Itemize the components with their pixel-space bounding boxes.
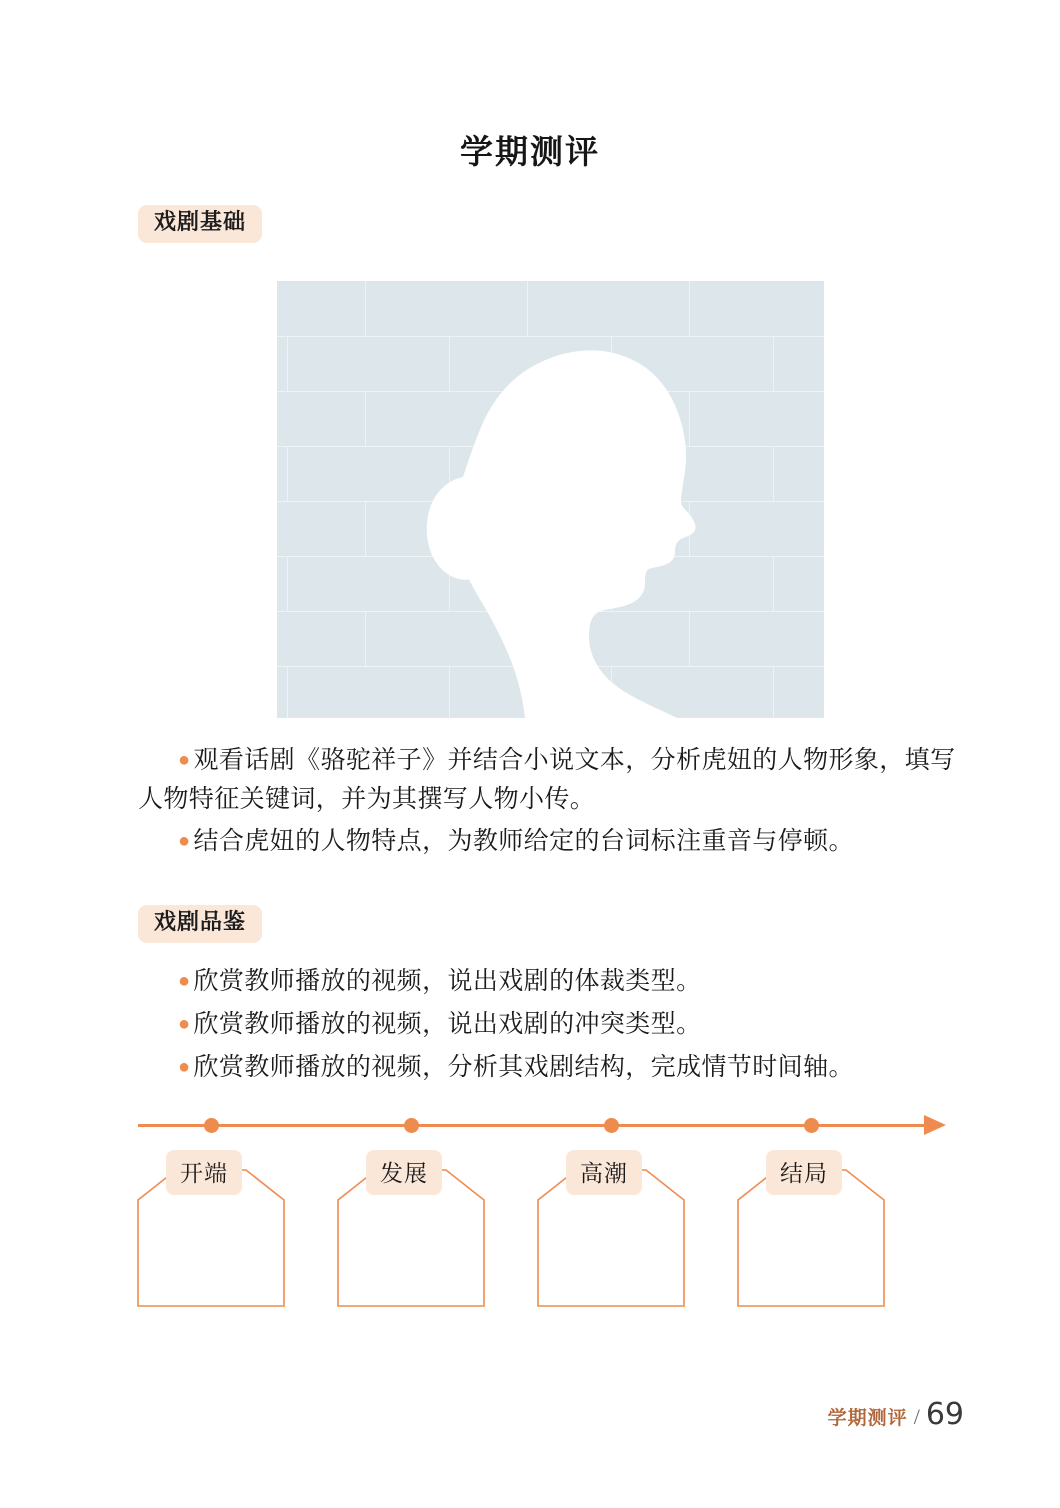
list-item-text: 观看话剧《骆驼祥子》并结合小说文本，分析虎妞的人物形象，填写人物特征关键词，并为其撰写人物小传。 (138, 747, 956, 813)
list-item (138, 823, 962, 862)
list-item-text: 欣赏教师播放的视频，分析其戏剧结构，完成情节时间轴。 (193, 1054, 854, 1081)
footer-section-label: 学期测评 (827, 1407, 908, 1429)
list-item (178, 1007, 702, 1042)
timeline-arrow-icon (924, 1115, 946, 1135)
section-chip-drama-basics: 戏剧基础 (138, 205, 262, 243)
list-item (178, 1050, 854, 1085)
footer-page-number: 69 (925, 1397, 964, 1432)
timeline-node (404, 1118, 419, 1133)
bullet-dot-icon: ● (178, 1013, 191, 1035)
woman-profile-silhouette (277, 281, 824, 718)
bullet-dot-icon: ● (178, 830, 191, 852)
timeline-node (604, 1118, 619, 1133)
list-item (178, 964, 702, 999)
list-item-text: 欣赏教师播放的视频，说出戏剧的冲突类型。 (193, 1011, 702, 1038)
section-chip-drama-appreciation: 戏剧品鉴 (138, 905, 262, 943)
timeline-label-stage-1: 开端 (166, 1150, 242, 1195)
illustration-silhouette (277, 281, 824, 718)
bullet-dot-icon: ● (178, 1056, 191, 1078)
list-item (138, 742, 962, 820)
bullet-dot-icon: ● (178, 970, 191, 992)
timeline-label-stage-4: 结局 (766, 1150, 842, 1195)
list-item-text: 欣赏教师播放的视频，说出戏剧的体裁类型。 (193, 968, 702, 995)
page-footer (828, 1397, 964, 1432)
timeline-node (804, 1118, 819, 1133)
footer-separator: / (913, 1404, 920, 1429)
plot-timeline (138, 1110, 962, 1310)
timeline-node (204, 1118, 219, 1133)
bullet-dot-icon: ● (178, 749, 191, 771)
timeline-label-stage-2: 发展 (366, 1150, 442, 1195)
timeline-label-stage-3: 高潮 (566, 1150, 642, 1195)
list-item-text: 结合虎妞的人物特点，为教师给定的台词标注重音与停顿。 (193, 828, 854, 855)
page-title: 学期测评 (460, 132, 600, 171)
